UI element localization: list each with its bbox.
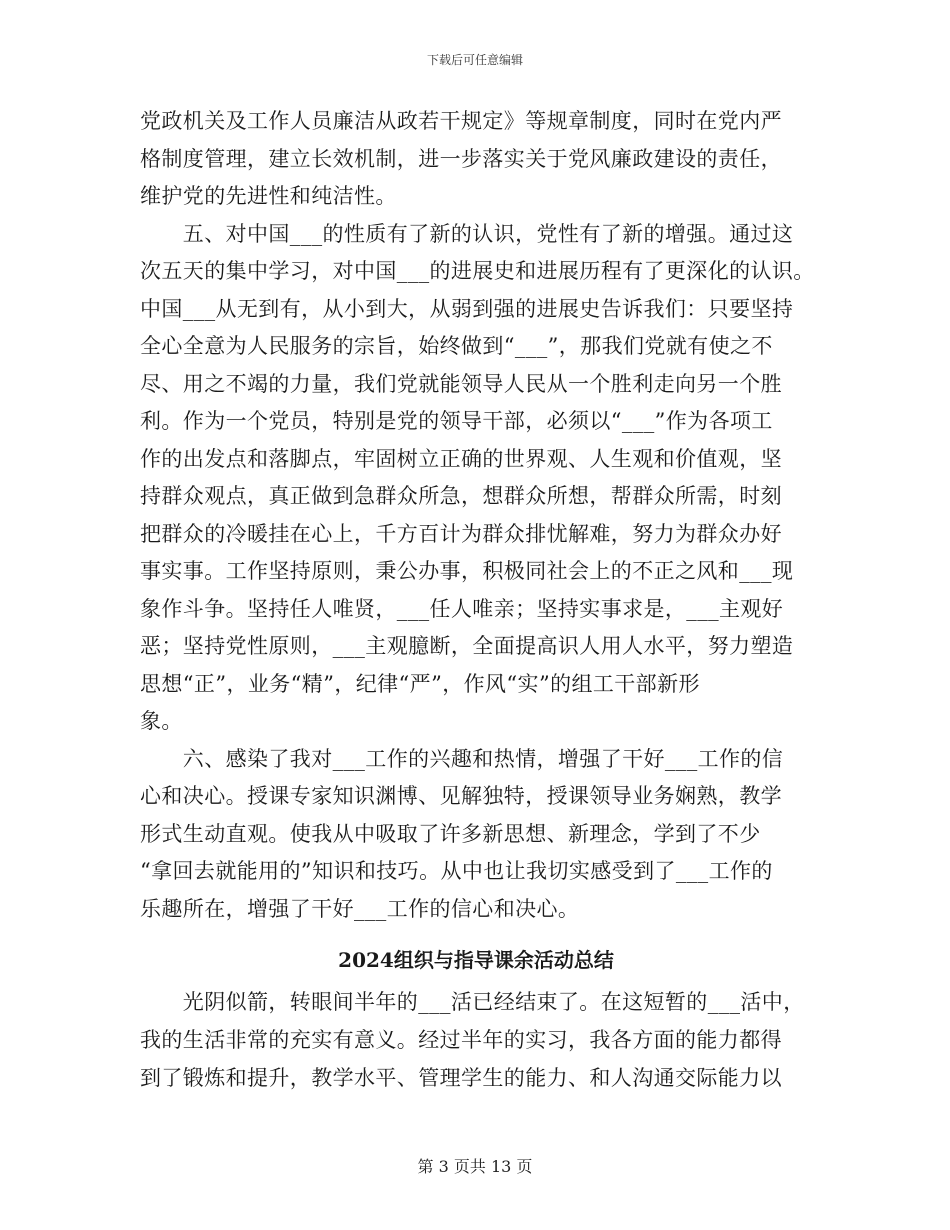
body-line: 把群众的冷暖挂在心上，千方百计为群众排忧解难，努力为群众办好 <box>140 521 782 546</box>
page-number: 第 3 页共 13 页 <box>417 1157 533 1176</box>
body-line: 格制度管理，建立长效机制，进一步落实关于党风廉政建设的责任， <box>140 146 782 171</box>
body-line: 党政机关及工作人员廉洁从政若干规定》等规章制度，同时在党内严 <box>140 109 782 133</box>
body-line: 全心全意为人民服务的宗旨，始终做到“___”，那我们党就有使之不 <box>140 334 773 358</box>
section-title: 2024组织与指导课余活动总结 <box>338 948 614 972</box>
body-line: “拿回去就能用的”知识和技巧。从中也让我切实感受到了___工作的 <box>140 859 773 883</box>
body-line: 象。 <box>140 709 183 733</box>
header-note: 下载后可任意编辑 <box>426 53 523 67</box>
body-line: 心和决心。授课专家知识渊博、见解独特，授课领导业务娴熟，教学 <box>140 784 782 808</box>
body-line: 持群众观点，真正做到急群众所急，想群众所想，帮群众所需，时刻 <box>140 484 782 508</box>
document-body <box>140 103 815 1097</box>
body-line: 五、对中国___的性质有了新的认识，党性有了新的增强。通过这 <box>140 221 794 246</box>
body-line: 事实事。工作坚持原则，秉公办事，积极同社会上的不正之风和___现 <box>140 559 794 583</box>
body-line: 乐趣所在，增强了干好___工作的信心和决心。 <box>140 896 580 921</box>
body-line: 次五天的集中学习，对中国___的进展史和进展历程有了更深化的认识。 <box>140 259 815 283</box>
body-line: 尽、用之不竭的力量，我们党就能领导人民从一个胜利走向另一个胜 <box>140 371 782 396</box>
body-line: 六、感染了我对___工作的兴趣和热情，增强了干好___工作的信 <box>140 746 784 771</box>
section-line: 光阴似箭，转眼间半年的___活已经结束了。在这短暂的___活中， <box>140 990 805 1014</box>
section-line: 我的生活非常的充实有意义。经过半年的实习，我各方面的能力都得 <box>140 1028 782 1052</box>
body-line: 利。作为一个党员，特别是党的领导干部，必须以“___”作为各项工 <box>140 409 773 433</box>
section-line: 到了锻炼和提升，教学水平、管理学生的能力、和人沟通交际能力以 <box>140 1066 782 1090</box>
body-line: 作的出发点和落脚点，牢固树立正确的世界观、人生观和价值观，坚 <box>140 446 782 471</box>
body-line: 恶；坚持党性原则，___主观臆断，全面提高识人用人水平，努力塑造 <box>140 634 794 658</box>
body-line: 象作斗争。坚持任人唯贤，___任人唯亲；坚持实事求是，___主观好 <box>140 596 784 621</box>
body-line: 中国___从无到有，从小到大，从弱到强的进展史告诉我们：只要坚持 <box>140 296 794 321</box>
body-line: 形式生动直观。使我从中吸取了许多新思想、新理念，学到了不少 <box>140 821 761 846</box>
body-line: 思想“正”，业务“精”，纪律“严”，作风“实”的组工干部新形 <box>140 671 700 696</box>
body-line: 维护党的先进性和纯洁性。 <box>140 184 397 208</box>
